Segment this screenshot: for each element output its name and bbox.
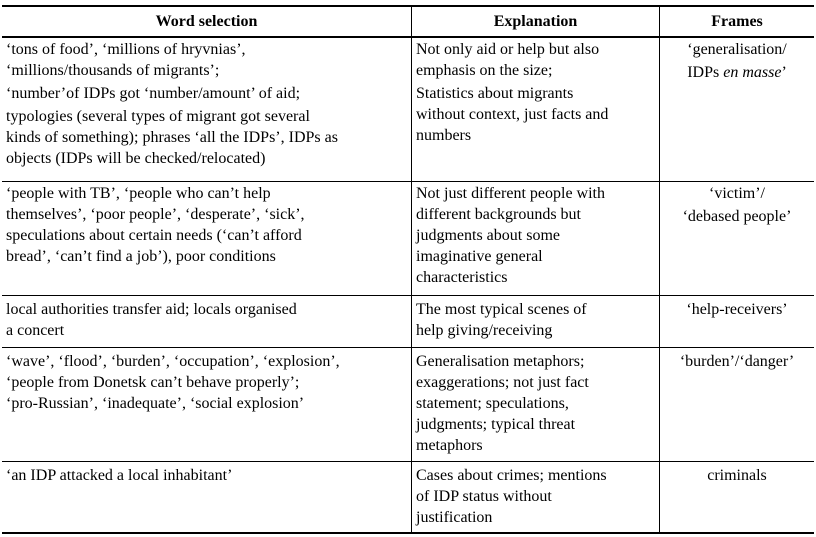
explanation-cell (412, 38, 660, 181)
word-selection-cell (2, 38, 412, 181)
explanation-cell (412, 462, 660, 532)
frames-cell (660, 182, 814, 295)
cell-text: ’ (781, 64, 787, 81)
cell-line: ‘people with TB’, ‘people who can’t help (6, 185, 271, 202)
cell-text: IDPs (687, 64, 724, 81)
frames-cell (660, 462, 814, 532)
cell-line: ‘help-receivers’ (686, 301, 788, 318)
table-row (2, 38, 814, 182)
cell-line: objects (IDPs will be checked/relocated) (6, 150, 266, 167)
cell-line: local authorities transfer aid; locals organised (6, 301, 297, 318)
cell-line: ‘victim’/ (709, 185, 765, 202)
cell-line: ‘debased people’ (682, 208, 792, 225)
header-explanation: Explanation (412, 7, 660, 36)
cell-line: typologies (several types of migrant got several (6, 108, 310, 125)
cell-line: themselves’, ‘poor people’, ‘desperate’, ‘sick’, (6, 206, 305, 223)
table-header-row (2, 5, 814, 38)
frames-cell (660, 348, 814, 461)
header-frames: Frames (711, 13, 763, 30)
frames-table (2, 5, 814, 534)
cell-line: Generalisation metaphors; (416, 353, 585, 370)
cell-line: Statistics about migrants (416, 85, 574, 102)
header-word-selection: Word selection (2, 7, 412, 36)
cell-line: statement; speculations, (416, 395, 569, 412)
cell-line: kinds of something); phrases ‘all the IDPs’, IDPs as (6, 129, 338, 146)
cell-line: help giving/receiving (416, 322, 553, 339)
cell-line (664, 62, 810, 83)
table-row (2, 462, 814, 534)
cell-line: ‘pro-Russian’, ‘inadequate’, ‘social explosion’ (6, 395, 305, 412)
word-selection-cell (2, 462, 412, 532)
cell-line: bread’, ‘can’t find a job’), poor conditions (6, 248, 276, 265)
cell-line: ‘an IDP attacked a local inhabitant’ (6, 467, 233, 484)
cell-line: ‘wave’, ‘flood’, ‘burden’, ‘occupation’, ‘explosion’, (6, 353, 340, 370)
cell-line: speculations about certain needs (‘can’t afford (6, 227, 302, 244)
explanation-cell (412, 296, 660, 347)
cell-line: justification (416, 509, 493, 526)
cell-line: without context, just facts and (416, 106, 609, 123)
cell-line: ‘number’of IDPs got ‘number/amount’ of aid; (6, 85, 301, 102)
cell-line: Cases about crimes; mentions (416, 467, 607, 484)
cell-line: emphasis on the size; (416, 62, 553, 79)
cell-line: ‘tons of food’, ‘millions of hryvnias’, (6, 41, 246, 58)
cell-line: Not only aid or help but also (416, 41, 600, 58)
cell-line: judgments about some (416, 227, 560, 244)
cell-line: ‘people from Donetsk can’t behave properly’; (6, 374, 300, 391)
cell-line: Not just different people with (416, 185, 605, 202)
cell-line: exaggerations; not just fact (416, 374, 589, 391)
cell-line: numbers (416, 127, 472, 144)
word-selection-cell (2, 182, 412, 295)
explanation-cell (412, 348, 660, 461)
cell-line: of IDP status without (416, 488, 552, 505)
cell-line: judgments; typical threat (416, 416, 576, 433)
cell-text-italic: en masse (723, 64, 782, 81)
cell-line: different backgrounds but (416, 206, 581, 223)
cell-line: ‘burden’/‘danger’ (679, 353, 795, 370)
table-row (2, 296, 814, 348)
cell-line: criminals (707, 467, 767, 484)
cell-line: a concert (6, 322, 65, 339)
table-row (2, 182, 814, 296)
word-selection-cell (2, 348, 412, 461)
word-selection-cell (2, 296, 412, 347)
cell-line: characteristics (416, 269, 508, 286)
cell-line: The most typical scenes of (416, 301, 587, 318)
cell-line: imaginative general (416, 248, 543, 265)
cell-line: ‘millions/thousands of migrants’; (6, 62, 220, 79)
table-row (2, 348, 814, 462)
frames-cell (660, 296, 814, 347)
cell-line: metaphors (416, 437, 483, 454)
explanation-cell (412, 182, 660, 295)
cell-line: ‘generalisation/ (687, 41, 787, 58)
frames-cell (660, 38, 814, 181)
